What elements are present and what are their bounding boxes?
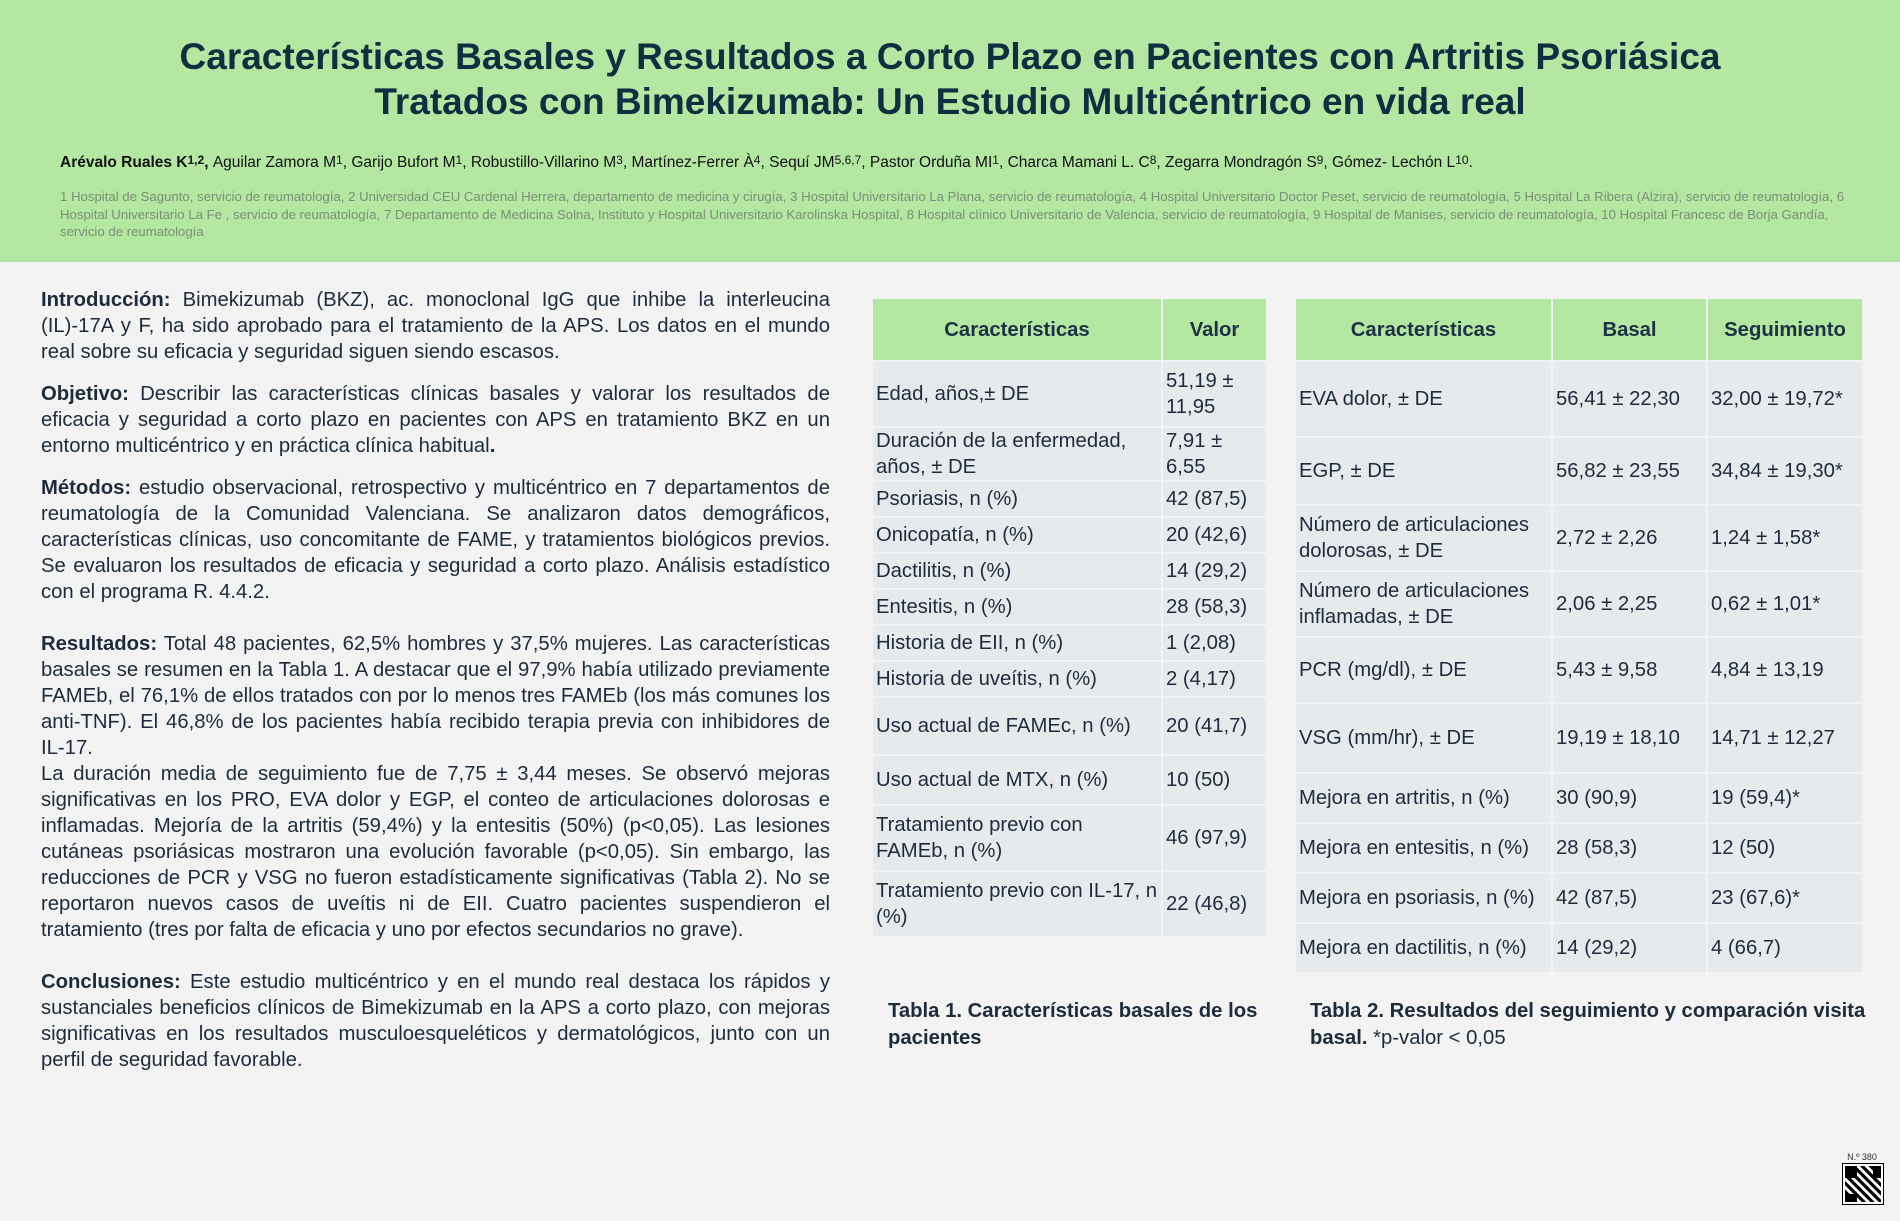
table-row	[873, 660, 1266, 696]
author-affiliation-number: 5,6,7	[834, 153, 862, 167]
author-separator: ,	[342, 154, 352, 171]
title-line-2: Tratados con Bimekizumab: Un Estudio Multicéntrico en vida real	[374, 81, 1526, 122]
table-2-caption-note: *p-valor < 0,05	[1367, 1027, 1506, 1049]
author-name: Garijo Bufort M	[351, 154, 456, 171]
table-cell-label: Entesitis, n (%)	[873, 588, 1163, 624]
table-row	[1296, 504, 1862, 570]
intro-section	[41, 287, 830, 365]
table-cell-label: Mejora en psoriasis, n (%)	[1296, 872, 1553, 922]
author-list	[60, 154, 1860, 172]
intro-text: Bimekizumab (BKZ), ac. monoclonal IgG que inhibe la interleucina (IL)-17A y F, ha sido aprobado para el tratamiento de la APS. Los datos en el mundo real sobre su eficacia y seguridad siguen siendo escasos.	[41, 289, 830, 363]
table-cell-label: Mejora en dactilitis, n (%)	[1296, 922, 1553, 972]
results-text-1: Total 48 pacientes, 62,5% hombres y 37,5% mujeres. Las características basales se resumen en la Tabla 1. A destacar que el 97,9% había utilizado previamente FAMEb, el 76,1% de ellos tratados con por lo menos tres FAMEb (los más comunes los anti-TNF). El 46,8% de los pacientes había recibido terapia previa con inhibidores de IL-17.	[41, 633, 830, 759]
objective-end: .	[489, 435, 496, 457]
objective-section	[41, 381, 830, 459]
table-row	[873, 696, 1266, 754]
table-cell-followup: 4 (66,7)	[1708, 922, 1862, 972]
author-separator: ,	[1323, 154, 1332, 171]
table-2-header-characteristics: Características	[1296, 299, 1553, 360]
table-row	[1296, 570, 1862, 636]
table-row	[873, 552, 1266, 588]
results-section	[41, 631, 830, 761]
author-separator: .	[1468, 154, 1473, 171]
table-row	[873, 426, 1266, 480]
table-row	[873, 480, 1266, 516]
table-cell-followup: 12 (50)	[1708, 822, 1862, 872]
author-affiliation-number: 1	[455, 153, 463, 167]
author-separator: ,	[622, 154, 632, 171]
table-cell-label: Historia de uveítis, n (%)	[873, 660, 1163, 696]
table-1-baseline	[873, 299, 1266, 936]
table-cell-label: EGP, ± DE	[1296, 436, 1553, 504]
table-2-header-basal: Basal	[1553, 299, 1708, 360]
table-cell-label: Número de articulaciones dolorosas, ± DE	[1296, 504, 1553, 570]
table-1-caption	[888, 998, 1258, 1052]
author-separator: ,	[760, 154, 770, 171]
objective-label: Objetivo:	[41, 383, 129, 405]
table-cell-value: 51,19 ± 11,95	[1163, 360, 1266, 426]
table-cell-label: Dactilitis, n (%)	[873, 552, 1163, 588]
methods-section	[41, 475, 830, 605]
table-cell-label: Uso actual de FAMEc, n (%)	[873, 696, 1163, 754]
abstract-text	[41, 287, 830, 1089]
table-cell-value: 2 (4,17)	[1163, 660, 1266, 696]
table-cell-label: Psoriasis, n (%)	[873, 480, 1163, 516]
author-name: Aguilar Zamora M	[212, 154, 336, 171]
results-label: Resultados:	[41, 633, 158, 655]
table-row	[873, 516, 1266, 552]
table-row	[873, 804, 1266, 870]
author-separator: ,	[998, 154, 1008, 171]
table-cell-value: 46 (97,9)	[1163, 804, 1266, 870]
table-row	[873, 870, 1266, 936]
table-cell-label: Número de articulaciones inflamadas, ± DE	[1296, 570, 1553, 636]
methods-label: Métodos:	[41, 477, 132, 499]
title-line-1: Características Basales y Resultados a Corto Plazo en Pacientes con Artritis Psoriásica	[179, 36, 1721, 77]
author-name: Robustillo-Villarino M	[470, 154, 617, 171]
table-cell-followup: 32,00 ± 19,72*	[1708, 360, 1862, 436]
results-section-2	[41, 761, 830, 943]
table-row	[1296, 702, 1862, 772]
table-row	[1296, 636, 1862, 702]
author-affiliation-number: 1,2	[187, 153, 205, 167]
table-cell-label: EVA dolor, ± DE	[1296, 360, 1553, 436]
table-cell-basal: 2,72 ± 2,26	[1553, 504, 1708, 570]
table-cell-followup: 14,71 ± 12,27	[1708, 702, 1862, 772]
table-row	[1296, 872, 1862, 922]
author-name: Arévalo Ruales K	[60, 154, 188, 171]
table-row	[1296, 822, 1862, 872]
table-cell-basal: 19,19 ± 18,10	[1553, 702, 1708, 772]
table-row	[1296, 436, 1862, 504]
table-2-caption-bold: Tabla 2. Resultados del seguimiento y comparación visita basal.	[1310, 1000, 1866, 1049]
table-cell-basal: 28 (58,3)	[1553, 822, 1708, 872]
table-cell-value: 14 (29,2)	[1163, 552, 1266, 588]
table-1-header-characteristics: Características	[873, 299, 1163, 360]
table-cell-followup: 0,62 ± 1,01*	[1708, 570, 1862, 636]
table-cell-basal: 30 (90,9)	[1553, 772, 1708, 822]
author-affiliation-number: 1	[992, 153, 999, 167]
author-affiliation-number: 3	[616, 153, 623, 167]
results-text-2: La duración media de seguimiento fue de 7,75 ± 3,44 meses. Se observó mejoras significativas en los PRO, EVA dolor y EGP, el conteo de articulaciones dolorosas e inflamadas. Mejoría de la artritis (59,4%) y la entesitis (50%) (p<0,05). Las lesiones cutáneas psoriásicas mostraron una evolución favorable (p<0,05). Sin embargo, las reducciones de PCR y VSG no fueron estadísticamente significativas (Tabla 2). No se reportaron nuevos casos de uveítis ni de EII. Cuatro pacientes suspendieron el tratamiento (tres por falta de eficacia y uno por efectos secundarios no grave).	[41, 763, 830, 941]
table-cell-basal: 56,41 ± 22,30	[1553, 360, 1708, 436]
table-cell-basal: 5,43 ± 9,58	[1553, 636, 1708, 702]
author-affiliation-number: 8	[1149, 153, 1157, 167]
table-1-header-value: Valor	[1163, 299, 1266, 360]
table-row	[873, 754, 1266, 804]
poster-header	[0, 0, 1900, 262]
table-cell-value: 42 (87,5)	[1163, 480, 1266, 516]
poster-title	[40, 34, 1860, 124]
table-cell-label: Mejora en artritis, n (%)	[1296, 772, 1553, 822]
author-separator: ,	[204, 154, 213, 171]
author-affiliation-number: 4	[753, 153, 761, 167]
author-name: Gómez- Lechón L	[1331, 154, 1456, 171]
table-cell-label: Mejora en entesitis, n (%)	[1296, 822, 1553, 872]
table-2-followup	[1296, 299, 1862, 972]
table-row	[873, 624, 1266, 660]
affiliations: 1 Hospital de Sagunto, servicio de reumatología, 2 Universidad CEU Cardenal Herrera, departamento de medicina y cirugía, 3 Hospital Universitario La Plana, servicio de reumatología, 4 Hospital Universitario Doctor Peset, servicio de reumatología, 5 Hospital La Ribera (Alzira), servicio de reumatología, 6 Hospital Universitario La Fe , servicio de reumatología, 7 Departamento de Medicina Solna, Instituto y Hospital Universitario Karolinska Hospital, 8 Hospital clínico Universitario de Valencia, servicio de reumatología, 9 Hospital de Manises, servicio de reumatología, 10 Hospital Francesc de Borja Gandía, servicio de reumatología	[60, 189, 1845, 239]
author-affiliation-number: 10	[1455, 153, 1469, 167]
table-cell-value: 20 (42,6)	[1163, 516, 1266, 552]
table-cell-label: VSG (mm/hr), ± DE	[1296, 702, 1553, 772]
table-2-caption	[1310, 998, 1870, 1052]
intro-label: Introducción:	[41, 289, 171, 311]
methods-text: estudio observacional, retrospectivo y multicéntrico en 7 departamentos de reumatología de la Comunidad Valenciana. Se analizaron datos demográficos, características clínicas, uso concomitante de FAME, y tratamientos biológicos previos. Se evaluaron los resultados de eficacia y seguridad a corto plazo. Análisis estadístico con el programa R. 4.4.2.	[41, 477, 830, 603]
table-cell-basal: 14 (29,2)	[1553, 922, 1708, 972]
author-affiliation-number: 1	[336, 153, 343, 167]
table-cell-basal: 42 (87,5)	[1553, 872, 1708, 922]
table-cell-label: Tratamiento previo con FAMEb, n (%)	[873, 804, 1163, 870]
table-cell-followup: 34,84 ± 19,30*	[1708, 436, 1862, 504]
table-cell-label: Edad, años,± DE	[873, 360, 1163, 426]
table-cell-label: PCR (mg/dl), ± DE	[1296, 636, 1553, 702]
table-row	[873, 588, 1266, 624]
conclusions-label: Conclusiones:	[41, 971, 181, 993]
table-cell-value: 10 (50)	[1163, 754, 1266, 804]
table-2-header-followup: Seguimiento	[1708, 299, 1862, 360]
table-cell-basal: 56,82 ± 23,55	[1553, 436, 1708, 504]
table-row	[1296, 772, 1862, 822]
table-1-caption-text: Tabla 1. Características basales de los pacientes	[888, 1000, 1258, 1049]
table-cell-label: Onicopatía, n (%)	[873, 516, 1163, 552]
table-cell-label: Duración de la enfermedad, años, ± DE	[873, 426, 1163, 480]
table-cell-value: 28 (58,3)	[1163, 588, 1266, 624]
table-cell-value: 7,91 ± 6,55	[1163, 426, 1266, 480]
author-name: Charca Mamani L. C	[1007, 154, 1150, 171]
conclusions-text: Este estudio multicéntrico y en el mundo real destaca los rápidos y sustanciales beneficios clínicos de Bimekizumab en la APS a corto plazo, con mejoras significativas en los resultados musculoesqueléticos y dermatológicos, junto con un perfil de seguridad favorable.	[41, 971, 830, 1071]
table-cell-label: Historia de EII, n (%)	[873, 624, 1163, 660]
author-separator: ,	[462, 154, 471, 171]
author-name: Pastor Orduña MI	[869, 154, 993, 171]
table-cell-value: 1 (2,08)	[1163, 624, 1266, 660]
table-row	[1296, 360, 1862, 436]
table-cell-label: Uso actual de MTX, n (%)	[873, 754, 1163, 804]
author-separator: ,	[1156, 154, 1166, 171]
author-name: Zegarra Mondragón S	[1165, 154, 1317, 171]
table-cell-value: 20 (41,7)	[1163, 696, 1266, 754]
table-cell-followup: 19 (59,4)*	[1708, 772, 1862, 822]
table-cell-followup: 4,84 ± 13,19	[1708, 636, 1862, 702]
author-separator: ,	[861, 154, 870, 171]
table-row	[1296, 922, 1862, 972]
table-cell-basal: 2,06 ± 2,25	[1553, 570, 1708, 636]
author-name: Martínez-Ferrer À	[631, 154, 754, 171]
table-cell-label: Tratamiento previo con IL-17, n (%)	[873, 870, 1163, 936]
conclusions-section	[41, 969, 830, 1073]
author-affiliation-number: 9	[1316, 153, 1324, 167]
qr-code-icon[interactable]	[1843, 1164, 1883, 1204]
table-row	[873, 360, 1266, 426]
author-name: Sequí JM	[769, 154, 835, 171]
table-cell-value: 22 (46,8)	[1163, 870, 1266, 936]
poster-number: N.º 380	[1847, 1152, 1877, 1162]
objective-text: Describir las características clínicas basales y valorar los resultados de eficacia y seguridad a corto plazo en pacientes con APS en tratamiento BKZ en un entorno multicéntrico y en práctica clínica habitual	[41, 383, 830, 457]
table-cell-followup: 1,24 ± 1,58*	[1708, 504, 1862, 570]
table-cell-followup: 23 (67,6)*	[1708, 872, 1862, 922]
